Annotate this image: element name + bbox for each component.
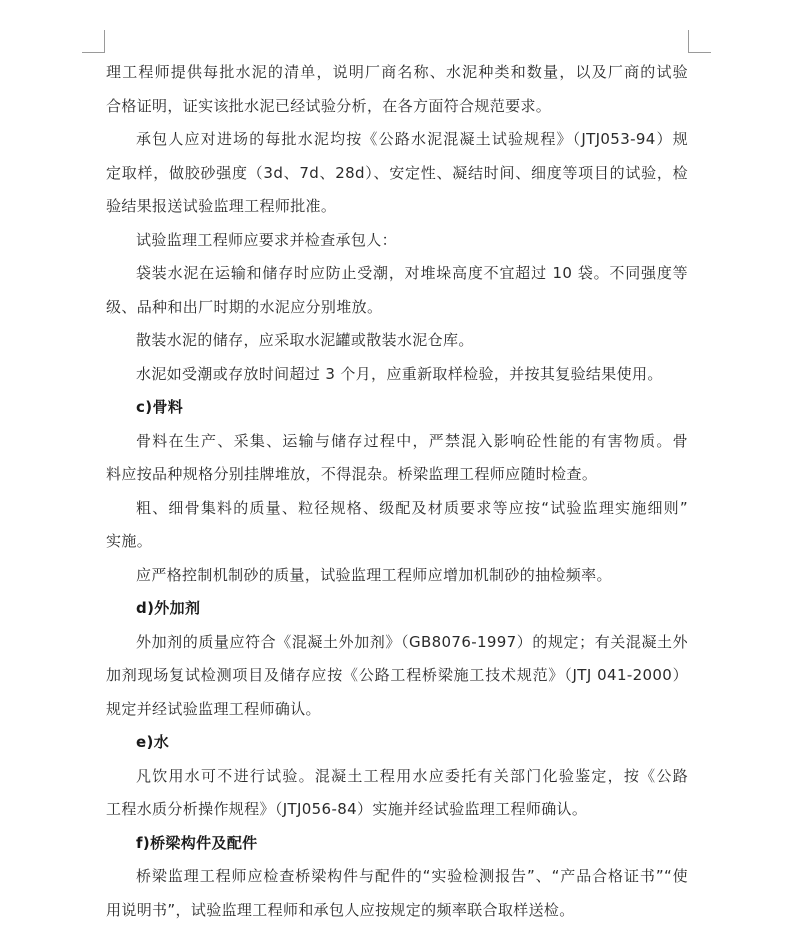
paragraph-line: 加剂现场复试检测项目及储存应按《公路工程桥梁施工技术规范》（JTJ 041-2000）: [106, 666, 688, 684]
paragraph-line: 定取样，做胶砂强度（3d、7d、28d）、安定性、凝结时间、细度等项目的试验，检: [106, 163, 688, 182]
paragraph-line: 工程水质分析操作规程》（JTJ056-84）实施并经试验监理工程师确认。: [106, 800, 588, 818]
document-body: [106, 56, 688, 927]
top-left-corner-mark: [82, 30, 105, 53]
paragraph-line: 合格证明，证实该批水泥已经试验分析，在各方面符合规范要求。: [106, 96, 552, 115]
paragraph-line: 凡饮用水可不进行试验。混凝土工程用水应委托有关部门化验鉴定，按《公路: [136, 766, 688, 785]
paragraph-line: 骨料在生产、采集、运输与储存过程中，严禁混入影响砼性能的有害物质。骨: [136, 431, 688, 450]
paragraph-line: 袋装水泥在运输和储存时应防止受潮，对堆垛高度不宜超过 10 袋。不同强度等: [136, 264, 688, 282]
section-heading: e)水: [136, 733, 170, 751]
paragraph-line: 试验监理工程师应要求并检查承包人：: [136, 230, 397, 249]
section-heading: f)桥梁构件及配件: [136, 833, 258, 852]
paragraph-line: 水泥如受潮或存放时间超过 3 个月，应重新取样检验，并按其复验结果使用。: [136, 364, 663, 383]
section-heading: d)外加剂: [136, 599, 201, 617]
paragraph-line: 规定并经试验监理工程师确认。: [106, 699, 321, 718]
top-right-corner-mark: [688, 30, 711, 53]
paragraph-line: 桥梁监理工程师应检查桥梁构件与配件的“实验检测报告”、“产品合格证书”“使: [136, 867, 688, 885]
paragraph-line: 应严格控制机制砂的质量，试验监理工程师应增加机制砂的抽检频率。: [136, 565, 612, 584]
paragraph-line: 外加剂的质量应符合《混凝土外加剂》（GB8076-1997）的规定；有关混凝土外: [136, 632, 688, 651]
paragraph-line: 级、品种和出厂时期的水泥应分别堆放。: [106, 297, 383, 316]
paragraph-line: 散装水泥的储存，应采取水泥罐或散装水泥仓库。: [136, 331, 474, 349]
paragraph-line: 料应按品种规格分别挂牌堆放，不得混杂。桥梁监理工程师应随时检查。: [106, 465, 598, 483]
section-heading: c)骨料: [136, 398, 184, 416]
paragraph-line: 承包人应对进场的每批水泥均按《公路水泥混凝土试验规程》（JTJ053-94）规: [136, 130, 688, 148]
paragraph-line: 实施。: [106, 532, 153, 550]
paragraph-line: 用说明书”，试验监理工程师和承包人应按规定的频率联合取样送检。: [106, 900, 575, 919]
paragraph-line: 粗、细骨集料的质量、粒径规格、级配及材质要求等应按“试验监理实施细则”: [136, 498, 688, 517]
paragraph-line: 理工程师提供每批水泥的清单，说明厂商名称、水泥种类和数量，以及厂商的试验: [106, 63, 688, 81]
paragraph-line: 验结果报送试验监理工程师批准。: [106, 197, 337, 215]
